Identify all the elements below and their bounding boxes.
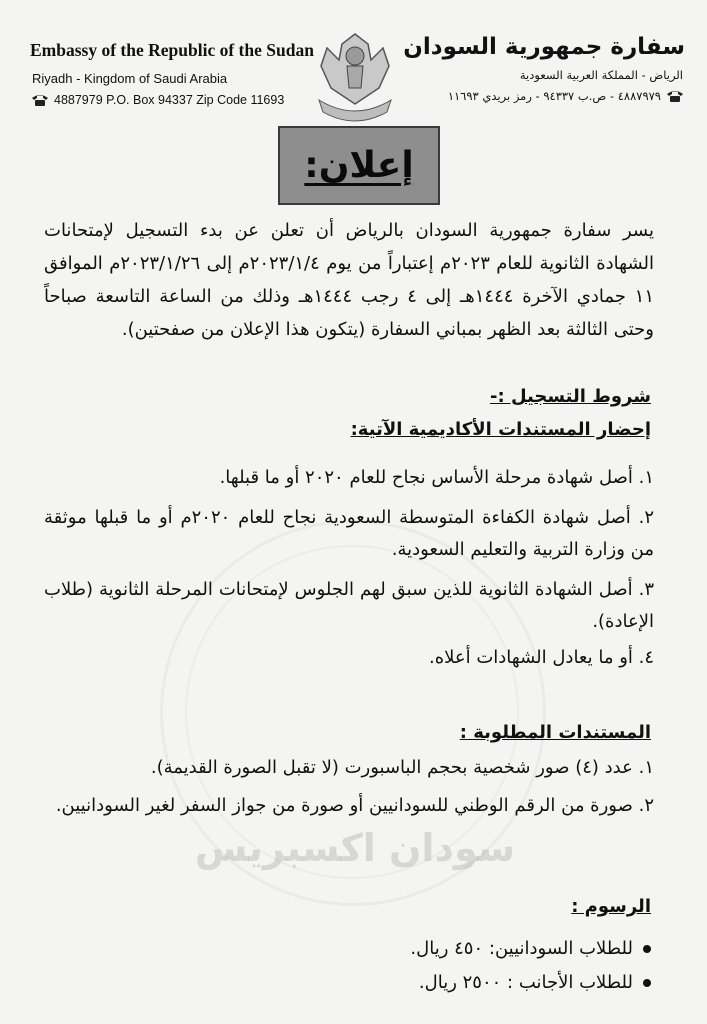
intro-text: يسر سفارة جمهورية السودان بالرياض أن تعلن عن بدء التسجيل لإمتحانات الشهادة الثانوية للعام ٢٠٢٣م إعتباراً من يوم ٢٠٢٣/١/٤م إلى ٢٠٢٣/١/٢٦م الموافق ١١ جمادي الآخرة ١٤٤٤هـ إلى ٤ رجب ١٤٤٤هـ وذلك من الساعة التاسعة صباحاً وحتى الثالثة بعد الظهر بمباني السفارة (يتكون هذا الإعلان من صفحتين). bbox=[44, 220, 654, 340]
header-arabic bbox=[405, 34, 685, 103]
embassy-city-ar: الرياض - المملكة العربية السعودية bbox=[519, 68, 683, 82]
contact-text-en: 4887979 P.O. Box 94337 Zip Code 11693 bbox=[54, 93, 285, 107]
academic-documents-list bbox=[44, 462, 654, 674]
embassy-contact-ar bbox=[405, 89, 685, 103]
phone-icon bbox=[665, 89, 685, 103]
contact-text-ar: ٤٨٨٧٩٧٩ - ص.ب ٩٤٣٣٧ - رمز بريدي ١١٦٩٣ bbox=[447, 89, 661, 103]
header-english bbox=[30, 40, 314, 107]
announcement-title: إعلان: bbox=[304, 145, 414, 186]
emblem-icon bbox=[313, 26, 397, 126]
embassy-contact-en bbox=[30, 93, 290, 107]
academic-documents-heading: إحضار المستندات الأكاديمية الآتية: bbox=[350, 419, 651, 440]
announcement-title-box bbox=[278, 126, 440, 205]
list-item: ٣. أصل الشهادة الثانوية للذين سبق لهم الجلوس لإمتحانات المرحلة الثانوية (طلاب الإعادة). bbox=[44, 579, 654, 632]
fees-heading: الرسوم : bbox=[571, 896, 651, 917]
fee-item bbox=[410, 938, 651, 959]
fee-foreign: للطلاب الأجانب : ٢٥٠٠ ريال. bbox=[418, 972, 633, 993]
registration-conditions-heading: شروط التسجيل :- bbox=[490, 386, 651, 407]
fee-sudanese: للطلاب السودانيين: ٤٥٠ ريال. bbox=[410, 938, 633, 959]
embassy-city-en: Riyadh - Kingdom of Saudi Arabia bbox=[32, 71, 228, 86]
list-item: ٤. أو ما يعادل الشهادات أعلاه. bbox=[428, 647, 654, 668]
required-documents-heading: المستندات المطلوبة : bbox=[459, 722, 651, 743]
fee-item bbox=[419, 972, 651, 993]
list-item: ١. أصل شهادة مرحلة الأساس نجاح للعام ٢٠٢٠ أو ما قبلها. bbox=[219, 467, 654, 488]
embassy-name-en: Embassy of the Republic of the Sudan bbox=[30, 40, 314, 60]
phone-icon bbox=[30, 93, 50, 107]
bullet-icon bbox=[643, 979, 651, 987]
required-documents-list bbox=[44, 752, 654, 822]
watermark-text: سودان اكسبريس bbox=[194, 826, 516, 870]
embassy-name-ar: سفارة جمهورية السودان bbox=[403, 34, 685, 60]
bullet-icon bbox=[643, 945, 651, 953]
list-item: ٢. أصل شهادة الكفاءة المتوسطة السعودية نجاح للعام ٢٠٢٠م أو ما قبلها موثقة من وزارة التربية والتعليم السعودية. bbox=[44, 507, 654, 560]
intro-paragraph bbox=[44, 214, 654, 346]
list-item: ١. عدد (٤) صور شخصية بحجم الباسبورت (لا تقبل الصورة القديمة). bbox=[150, 757, 654, 778]
list-item: ٢. صورة من الرقم الوطني للسودانيين أو صورة من جواز السفر لغير السودانيين. bbox=[55, 795, 654, 816]
